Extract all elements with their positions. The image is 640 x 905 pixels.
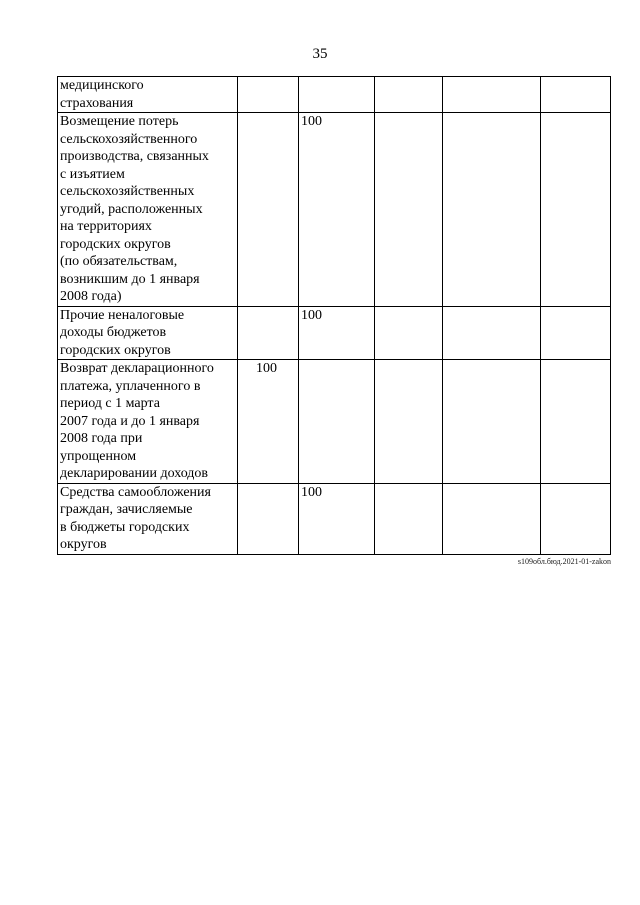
rate-cell: [238, 306, 299, 360]
table-row: [58, 113, 611, 307]
row-description: [58, 306, 238, 360]
description-line: страхования: [60, 95, 134, 111]
rate-cell: [238, 77, 299, 113]
row-description: [58, 360, 238, 484]
rate-cell: [541, 306, 611, 360]
table-row: [58, 77, 611, 113]
description-line: округов: [60, 537, 107, 552]
rate-cell: [443, 360, 541, 484]
description-line: сельскохозяйственных: [60, 184, 195, 199]
description-line: 2008 года): [60, 289, 122, 304]
description-line: сельскохозяйственного: [60, 131, 198, 147]
row-description: [58, 483, 238, 554]
description-line: декларировании доходов: [60, 466, 209, 481]
description-line: упрощенном: [60, 448, 137, 464]
rate-cell: [299, 77, 375, 113]
rate-cell: 100: [299, 483, 375, 554]
description-line: Возмещение потерь: [60, 114, 179, 129]
rate-cell: [541, 483, 611, 554]
rate-cell: [375, 483, 443, 554]
description-line: медицинского: [60, 78, 144, 93]
rate-cell: [541, 77, 611, 113]
rate-cell: [375, 77, 443, 113]
rate-cell: 100: [238, 360, 299, 484]
rate-cell: [443, 77, 541, 113]
rate-cell: [443, 306, 541, 360]
rate-cell: [541, 360, 611, 484]
description-line: производства, связанных: [60, 149, 209, 164]
description-line: 2008 года при: [60, 431, 143, 446]
budget-distribution-table: [57, 76, 611, 555]
description-line: Возврат декларационного: [60, 361, 214, 376]
rate-cell: [443, 113, 541, 307]
description-line: в бюджеты городских: [60, 519, 190, 535]
description-line: с изъятием: [60, 166, 125, 182]
rate-cell: [541, 113, 611, 307]
description-line: (по обязательствам,: [60, 254, 178, 269]
description-line: Средства самообложения: [60, 484, 211, 500]
rate-cell: [238, 113, 299, 307]
description-line: 2007 года и до 1 января: [60, 413, 200, 429]
description-line: угодий, расположенных: [60, 201, 203, 217]
table-row: [58, 306, 611, 360]
rate-cell: [375, 113, 443, 307]
rate-cell: [299, 360, 375, 484]
description-line: граждан, зачисляемые: [60, 502, 193, 517]
description-line: на территориях: [60, 219, 152, 234]
page-number: 35: [312, 46, 328, 62]
table-row: [58, 483, 611, 554]
rate-cell: [238, 483, 299, 554]
description-line: городских округов: [60, 236, 171, 252]
row-description: [58, 77, 238, 113]
row-description: [58, 113, 238, 307]
description-line: возникшим до 1 января: [60, 271, 200, 287]
rate-cell: [375, 360, 443, 484]
document-code: s109обл.бюд.2021-01-zakon: [517, 557, 611, 566]
description-line: городских округов: [60, 342, 171, 358]
description-line: период с 1 марта: [60, 396, 160, 411]
rate-cell: [375, 306, 443, 360]
description-line: доходы бюджетов: [60, 325, 167, 340]
description-line: платежа, уплаченного в: [60, 378, 201, 394]
description-line: Прочие неналоговые: [60, 307, 185, 323]
rate-cell: 100: [299, 306, 375, 360]
rate-cell: [443, 483, 541, 554]
table-row: [58, 360, 611, 484]
rate-cell: 100: [299, 113, 375, 307]
